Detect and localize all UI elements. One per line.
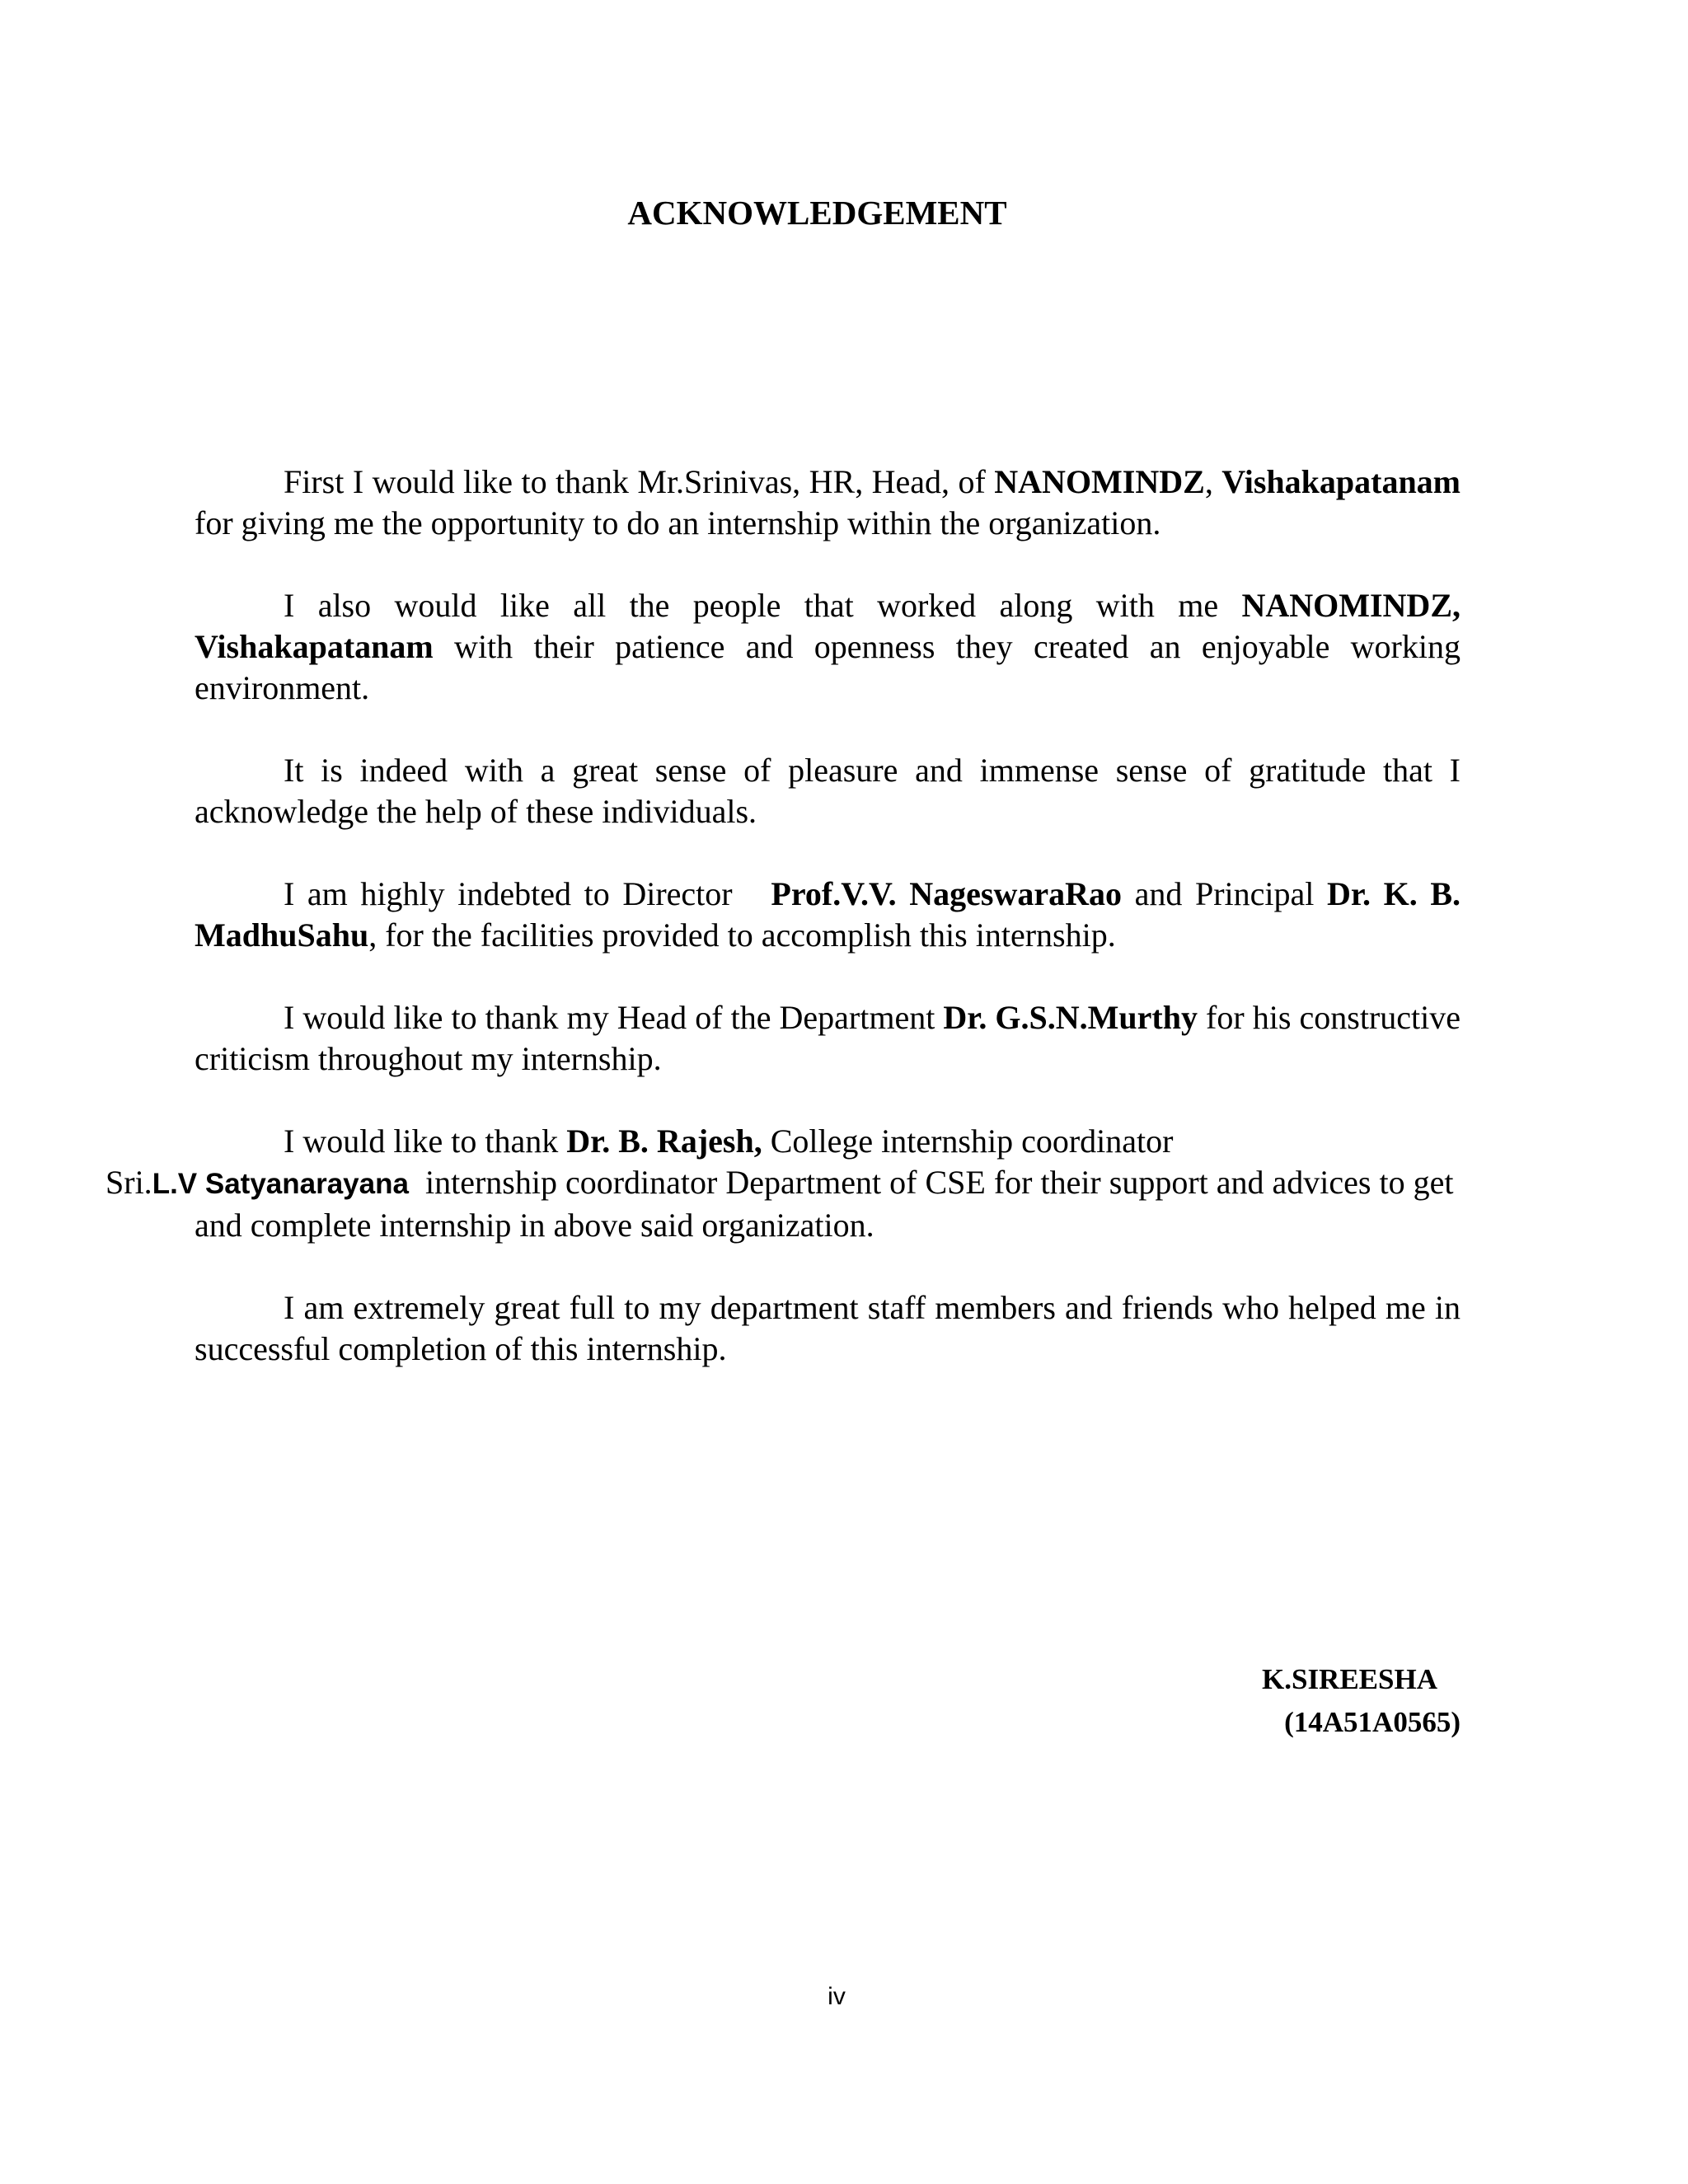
signatory-name: K.SIREESHA [1262,1663,1437,1695]
signature-block [1262,1658,1461,1744]
acknowledgement-body [106,462,1462,1411]
paragraph-text: with their patience and openness they created an enjoyable working environment. [195,628,1461,706]
paragraph [195,997,1461,1080]
hod-name: Dr. G.S.N.Murthy [943,999,1198,1036]
paragraph-text: I would like to thank my Head of the Department [284,999,944,1036]
paragraph-text: I also would like all the people that worked along with me [284,587,1242,624]
department-coordinator-name: L.V Satyanarayana [152,1168,409,1200]
paragraph-text: and Principal [1122,875,1328,912]
paragraph [195,462,1461,544]
page-title: ACKNOWLEDGEMENT [627,194,1007,232]
paragraph-text: It is indeed with a great sense of pleasure and immense sense of gratitude that I acknowledge the help of these individuals. [195,752,1461,830]
paragraph-text: for giving me the opportunity to do an internship within the organization. [195,504,1161,541]
paragraph-text: Sri. [106,1164,152,1201]
company-name: NANOMINDZ [994,463,1205,500]
paragraph-text: internship coordinator Department of CSE for their support and advices to get and complete internship in above said organization. [195,1164,1462,1244]
paragraph [195,750,1461,832]
paragraph-text: for his constructive criticism throughout my internship. [195,999,1461,1077]
paragraph-text: College internship coordinator [762,1122,1174,1160]
paragraph-text: I would like to thank [284,1122,567,1160]
paragraph-text: I am highly indebted to Director [284,875,771,912]
paragraph-text: , [1204,463,1222,500]
paragraph [195,1287,1461,1370]
director-name: Prof.V.V. NageswaraRao [771,875,1123,912]
paragraph [106,1121,1462,1246]
page-number: iv [828,1983,846,2010]
company-name: NANOMINDZ, Vishakapatanam [195,587,1461,665]
paragraph-text: I am extremely great full to my department staff members and friends who helped me in successful completion of this internship. [195,1289,1461,1367]
principal-name: Dr. K. B. MadhuSahu [195,875,1461,954]
paragraph-text: First I would like to thank Mr.Srinivas, HR, Head, of [284,463,995,500]
coordinator-name: Dr. B. Rajesh, [566,1122,762,1160]
paragraph [195,874,1461,956]
company-location: Vishakapatanam [1221,463,1461,500]
paragraph [195,585,1461,709]
roll-number: (14A51A0565) [1284,1706,1461,1738]
paragraph-text: , for the facilities provided to accomplish this internship. [368,916,1116,954]
